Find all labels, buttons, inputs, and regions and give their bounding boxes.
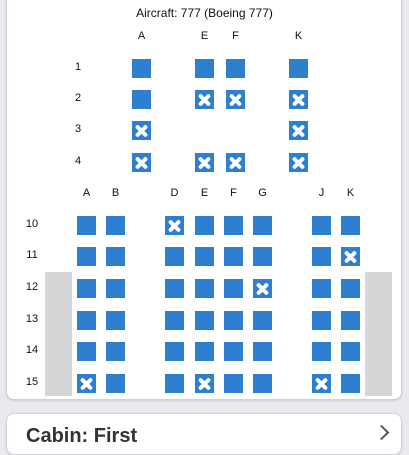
column-label-b: B bbox=[111, 187, 120, 199]
seat-2e-taken[interactable] bbox=[195, 90, 214, 109]
seat-14d[interactable] bbox=[165, 342, 184, 361]
column-label-j: J bbox=[318, 187, 325, 199]
seat-10d-taken[interactable] bbox=[165, 216, 184, 235]
column-label-e: E bbox=[200, 187, 209, 199]
seat-10f[interactable] bbox=[224, 216, 243, 235]
column-label-f: F bbox=[230, 187, 237, 199]
column-label-k: K bbox=[294, 30, 303, 42]
seat-4e-taken[interactable] bbox=[195, 153, 214, 172]
seat-13k[interactable] bbox=[341, 311, 360, 330]
row-label-11: 11 bbox=[26, 249, 38, 261]
seat-14b[interactable] bbox=[106, 342, 125, 361]
seat-11e[interactable] bbox=[195, 247, 214, 266]
seat-15e-taken[interactable] bbox=[195, 374, 214, 393]
row-label-2: 2 bbox=[74, 92, 82, 104]
column-label-f: F bbox=[232, 30, 239, 42]
seat-13d[interactable] bbox=[165, 311, 184, 330]
row-label-1: 1 bbox=[74, 61, 82, 73]
column-label-e: E bbox=[200, 30, 209, 42]
seat-2k-taken[interactable] bbox=[289, 90, 308, 109]
row-label-12: 12 bbox=[25, 281, 39, 293]
seat-11g[interactable] bbox=[253, 247, 272, 266]
seat-10g[interactable] bbox=[253, 216, 272, 235]
seat-1k[interactable] bbox=[289, 59, 308, 78]
seat-15b[interactable] bbox=[106, 374, 125, 393]
seat-14f[interactable] bbox=[224, 342, 243, 361]
right-wing bbox=[365, 272, 392, 396]
seat-15a-taken[interactable] bbox=[77, 374, 96, 393]
seat-3a-taken[interactable] bbox=[132, 121, 151, 140]
row-label-13: 13 bbox=[25, 313, 39, 325]
left-wing bbox=[45, 272, 72, 396]
row-label-15: 15 bbox=[25, 376, 39, 388]
seat-15f[interactable] bbox=[224, 374, 243, 393]
seat-15j-taken[interactable] bbox=[312, 374, 331, 393]
seat-11f[interactable] bbox=[224, 247, 243, 266]
column-label-a: A bbox=[82, 187, 91, 199]
seat-10b[interactable] bbox=[106, 216, 125, 235]
seat-2a[interactable] bbox=[132, 90, 151, 109]
seat-3k-taken[interactable] bbox=[289, 121, 308, 140]
seat-12a[interactable] bbox=[77, 279, 96, 298]
cabin-title: Cabin: First bbox=[26, 425, 138, 447]
seat-12e[interactable] bbox=[195, 279, 214, 298]
aircraft-title: Aircraft: 777 (Boeing 777) bbox=[136, 6, 273, 20]
seat-15d[interactable] bbox=[165, 374, 184, 393]
seat-13e[interactable] bbox=[195, 311, 214, 330]
seat-15k[interactable] bbox=[341, 374, 360, 393]
seat-4f-taken[interactable] bbox=[226, 153, 245, 172]
seat-14j[interactable] bbox=[312, 342, 331, 361]
seat-11b[interactable] bbox=[106, 247, 125, 266]
seat-10e[interactable] bbox=[195, 216, 214, 235]
column-label-k: K bbox=[346, 187, 355, 199]
seat-11d[interactable] bbox=[165, 247, 184, 266]
seat-10a[interactable] bbox=[77, 216, 96, 235]
seat-13f[interactable] bbox=[224, 311, 243, 330]
seat-14a[interactable] bbox=[77, 342, 96, 361]
row-label-4: 4 bbox=[74, 155, 82, 167]
seat-12f[interactable] bbox=[224, 279, 243, 298]
seat-12d[interactable] bbox=[165, 279, 184, 298]
seat-1e[interactable] bbox=[195, 59, 214, 78]
seat-15g[interactable] bbox=[253, 374, 272, 393]
seat-13g[interactable] bbox=[253, 311, 272, 330]
seat-14e[interactable] bbox=[195, 342, 214, 361]
seat-11j[interactable] bbox=[312, 247, 331, 266]
column-label-g: G bbox=[258, 187, 267, 199]
seat-11a[interactable] bbox=[77, 247, 96, 266]
seat-14g[interactable] bbox=[253, 342, 272, 361]
seat-12g-taken[interactable] bbox=[253, 279, 272, 298]
seat-13j[interactable] bbox=[312, 311, 331, 330]
seat-2f-taken[interactable] bbox=[226, 90, 245, 109]
seat-4k-taken[interactable] bbox=[289, 153, 308, 172]
seat-1a[interactable] bbox=[132, 59, 151, 78]
seat-1f[interactable] bbox=[226, 59, 245, 78]
seat-14k[interactable] bbox=[341, 342, 360, 361]
row-label-14: 14 bbox=[25, 344, 39, 356]
row-label-10: 10 bbox=[25, 218, 39, 230]
seat-12b[interactable] bbox=[106, 279, 125, 298]
column-label-d: D bbox=[170, 187, 179, 199]
seat-12j[interactable] bbox=[312, 279, 331, 298]
seat-11k-taken[interactable] bbox=[341, 247, 360, 266]
row-label-3: 3 bbox=[74, 123, 82, 135]
seat-10k[interactable] bbox=[341, 216, 360, 235]
seat-13b[interactable] bbox=[106, 311, 125, 330]
seat-10j[interactable] bbox=[312, 216, 331, 235]
seat-13a[interactable] bbox=[77, 311, 96, 330]
seat-4a-taken[interactable] bbox=[132, 153, 151, 172]
seat-12k[interactable] bbox=[341, 279, 360, 298]
column-label-a: A bbox=[137, 30, 146, 42]
